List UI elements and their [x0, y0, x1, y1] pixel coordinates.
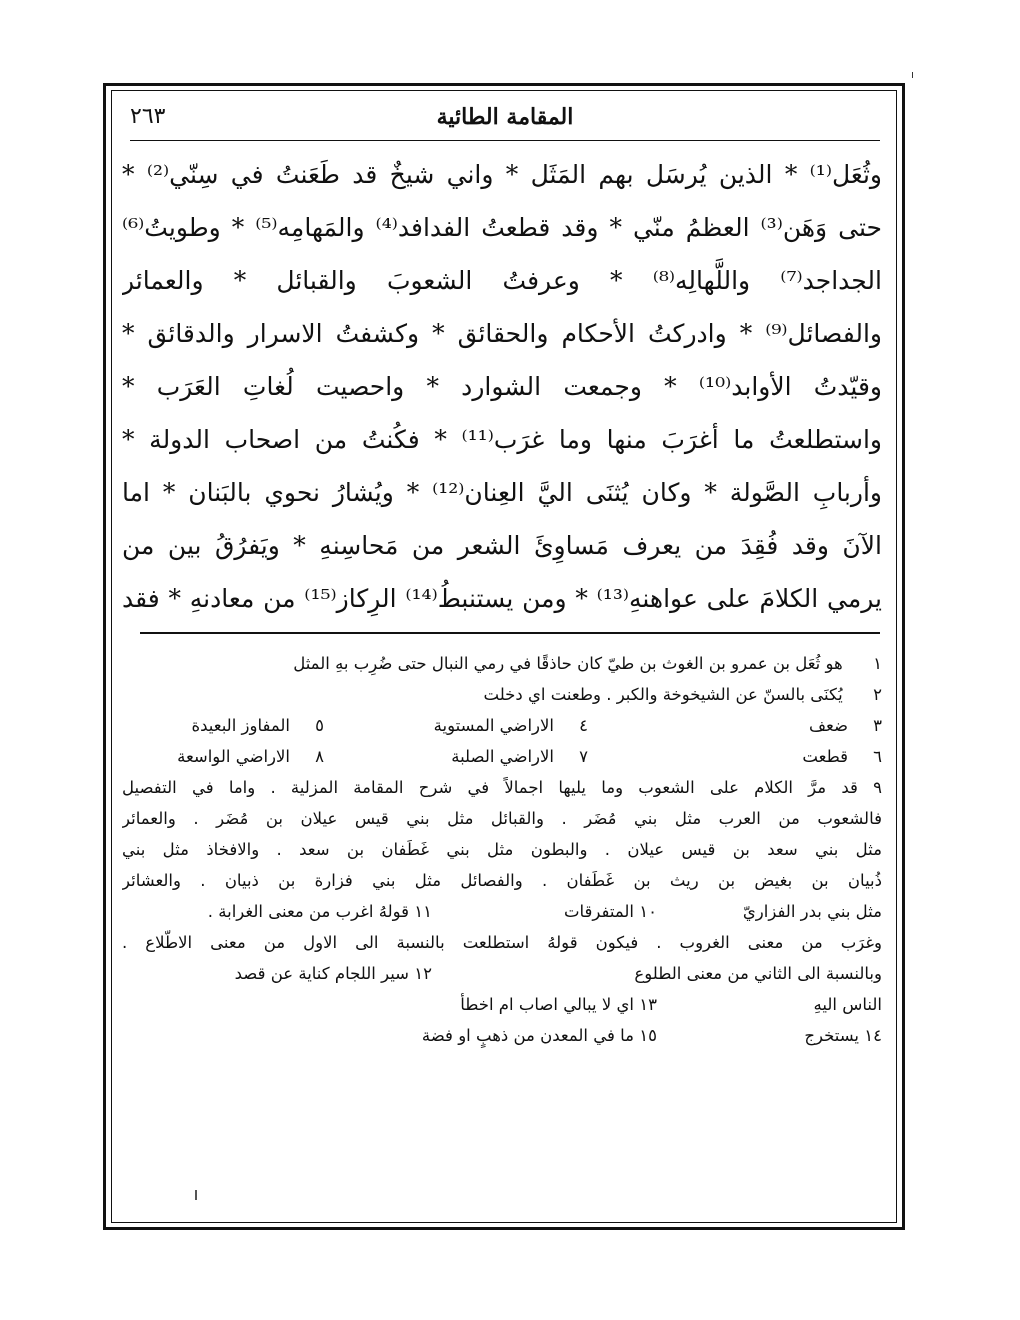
footnote-number: ٤ [579, 716, 588, 735]
footnote-10: ١٠ المتفرقات [563, 902, 657, 921]
footnote-text: قطعت [802, 747, 848, 766]
footnote-row-12-13 [122, 989, 882, 1020]
footnote-text: هو ثُعَل بن عمرو بن الغوث بن طيّ كان حاذقًا في رمي النبال حتى ضُرِب بهِ المثل [293, 654, 843, 673]
footnote-12-cont: الناس اليهِ [813, 995, 882, 1014]
footnote-number: ٣ [873, 716, 882, 735]
footnote-number: ٢ [873, 685, 882, 704]
footnote-15: ١٥ ما في المعدن من ذهبٍ او فضة [421, 1026, 657, 1045]
corner-mark [912, 72, 913, 78]
page-header [130, 102, 880, 138]
footnote-13: ١٣ اي لا يبالي اصاب ام اخطأ [460, 995, 657, 1014]
footnote-row-9-11 [122, 896, 882, 927]
footnote-text: ضعف [808, 716, 848, 735]
footnote-9-line: مثل بني سعد بن قيس عيلان . والبطون مثل بني غَطَفان بن سعد . والافخاذ مثل بني [122, 840, 882, 859]
text-line: الجداجد⁽⁷⁾ واللَّهالِه⁽⁸⁾ * وعرفتُ الشعوبَ والقبائل * والعمائر [122, 266, 882, 295]
main-text [122, 148, 882, 625]
footnote-separator [140, 632, 880, 634]
footnote-11-line: وبالنسبة الى الثاني من معنى الطلوع [634, 964, 882, 983]
footnote-11-line: وغرَب من معنى الغروب . فيكون قولهُ استطلعت بالنسبة الى الاول من معنى الاطّلاع . [122, 933, 882, 952]
text-line: حتى وَهَن⁽³⁾ العظمُ منّي * وقد قطعتُ الفدافد⁽⁴⁾ والمَهامِه⁽⁵⁾ * وطويتُ⁽⁶⁾ [122, 213, 882, 242]
text-line: وثُعَل⁽¹⁾ * الذين يُرسَل بهم المَثَل * واني شيخٌ قد طَعَنتُ في سِنّي⁽²⁾ * [122, 160, 882, 189]
footnote-text: الاراضي الصلبة [451, 747, 554, 766]
footnote-11: ١١ قولهُ اغرب من معنى الغرابة . [207, 902, 432, 921]
footnote-14: ١٤ يستخرج [804, 1026, 882, 1045]
footnote-number: ١ [873, 654, 882, 673]
footnote-text: الاراضي الواسعة [177, 747, 290, 766]
footnote-number: ٨ [315, 747, 324, 766]
footnote-9-line: فالشعوب من العرب مثل بني مُضَر . والقبائل مثل بني قيس عيلان بن مُضَر . والعمائر [122, 809, 882, 828]
footnote-row-14-15 [122, 1020, 882, 1051]
footnote-text: يُكنَى بالسنّ عن الشيخوخة والكبر . وطعنت اي دخلت [483, 685, 843, 704]
text-line: وأربابِ الصَّولة * وكان يُثنَى اليَّ العِنان⁽¹²⁾ * ويُشارُ نحوي بالبَنان * اما [122, 478, 882, 507]
margin-mark [195, 1190, 197, 1200]
footnote-row-3-5 [122, 710, 882, 741]
page-title: المقامة الطائية [436, 104, 574, 130]
page-number: ٢٦٣ [130, 104, 166, 129]
text-line: يرمي الكلامَ على عواهنهِ⁽¹³⁾ * ومن يستنبطُ⁽¹⁴⁾ الرِكاز⁽¹⁵⁾ من معادنهِ * فقد [122, 584, 882, 613]
footnote-row-11-12 [122, 958, 882, 989]
footnote-9-line: ٩ قد مرَّ الكلام على الشعوب وما يليها اجمالاً في شرح المقامة المزلية . واما في التفصيل [122, 778, 882, 797]
footnote-number: ٥ [315, 716, 324, 735]
text-line: واستطلعتُ ما أغرَبَ منها وما غرَب⁽¹¹⁾ * فكُنتُ من اصحاب الدولة * [122, 425, 882, 454]
header-rule [130, 140, 880, 141]
footnote-number: ٦ [873, 747, 882, 766]
footnote-text: الاراضي المستوية [433, 716, 554, 735]
footnote-1 [122, 648, 882, 679]
footnote-row-6-8 [122, 741, 882, 772]
footnote-2 [122, 679, 882, 710]
footnote-text: المفاوز البعيدة [191, 716, 290, 735]
footnote-number: ٧ [579, 747, 588, 766]
footnote-12: ١٢ سير اللجام كناية عن قصد [234, 964, 432, 983]
text-line: الآنَ وقد فُقِدَ من يعرف مَساوِئَ الشعر من مَحاسِنهِ * ويَفرُقُ بين من [122, 531, 882, 560]
footnote-text: مثل بني بدر الفزاريّ [742, 902, 882, 921]
text-line: وقيّدتُ الأوابد⁽¹⁰⁾ * وجمعت الشوارد * واحصيت لُغاتِ العَرَب * [122, 372, 882, 401]
footnotes [122, 648, 882, 1051]
text-line: والفصائل⁽⁹⁾ * وادركتُ الأحكام والحقائق * وكشفتُ الاسرار والدقائق * [122, 319, 882, 348]
footnote-9-line: ذُبيان بن بغيض بن ريث بن غَطَفان . والفصائل مثل بني فزارة بن ذبيان . والعشائر [122, 871, 882, 890]
